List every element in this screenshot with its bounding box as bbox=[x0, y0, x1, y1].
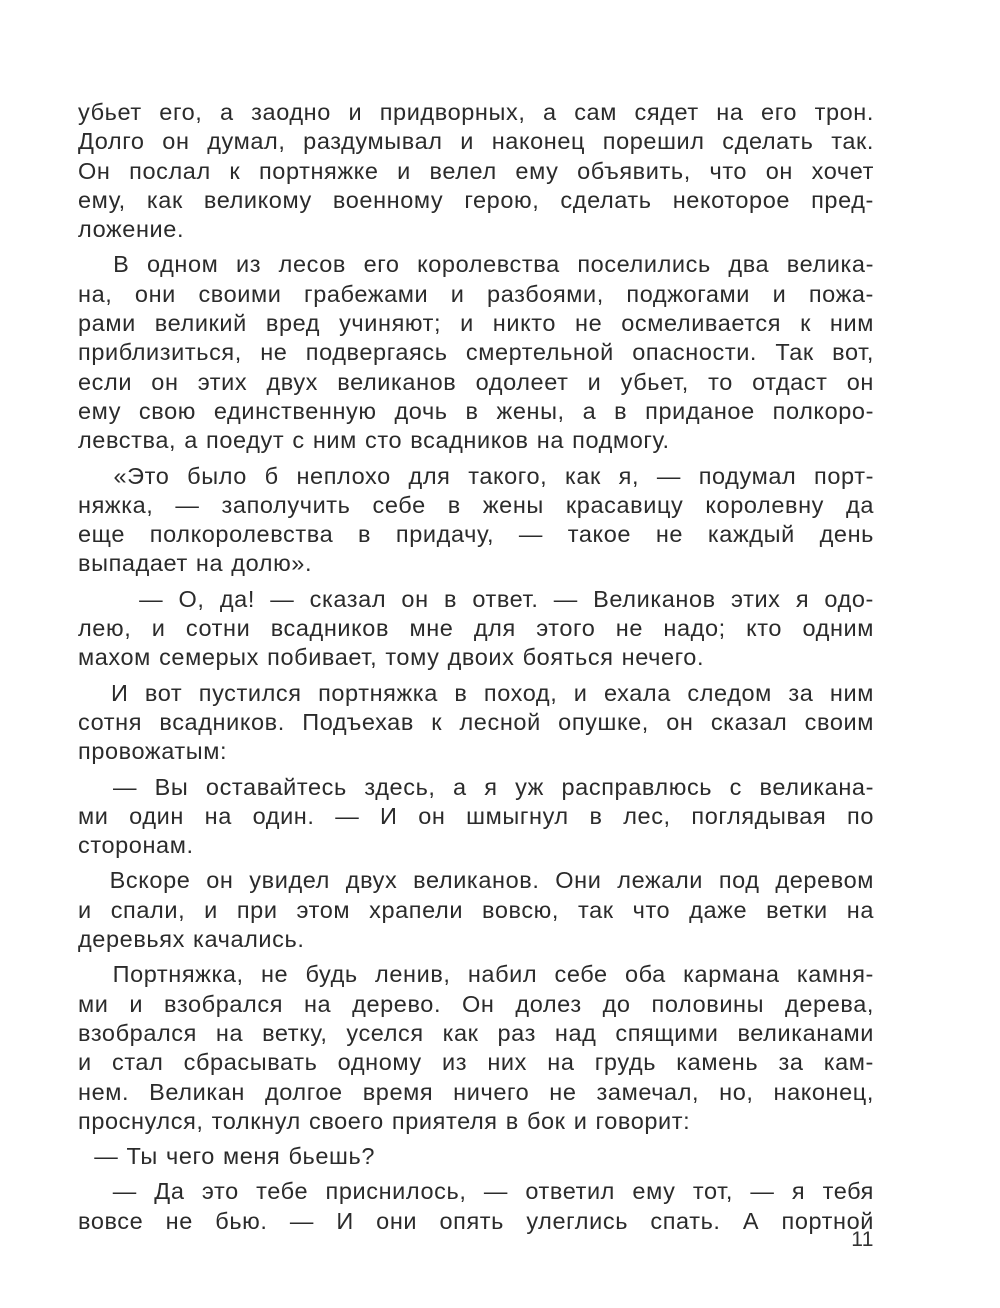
page-number: 11 bbox=[851, 1228, 874, 1251]
text-line: Он послал к портняжке и велел ему объявить, что он хочет bbox=[78, 157, 874, 184]
text-line: — Ты чего меня бьешь? bbox=[78, 1143, 375, 1170]
text-line: ми один на один. — И он шмыгнул в лес, поглядывая по bbox=[78, 802, 874, 829]
text-line: вовсе не бью. — И они опять улеглись спать. А портной bbox=[78, 1207, 874, 1234]
text-line: лею, и сотни всадников мне для этого не надо; кто одним bbox=[78, 615, 874, 642]
text-line: И вот пустился портняжка в поход, и ехала следом за ним bbox=[78, 679, 874, 706]
text-line: Долго он думал, раздумывал и наконец порешил сделать так. bbox=[78, 128, 874, 155]
text-line: — О, да! — сказал он в ответ. — Великанов этих я одо- bbox=[78, 585, 874, 612]
text-line: приблизиться, не подвергаясь смертельной опасности. Так вот, bbox=[78, 339, 874, 366]
text-line: деревьях качались. bbox=[78, 926, 305, 953]
text-line: няжка, — заполучить себе в жены красавицу королевну да bbox=[78, 491, 874, 518]
text-line: и спали, и при этом храпели вовсю, так что даже ветки на bbox=[78, 896, 874, 923]
text-line: если он этих двух великанов одолеет и убьет, то отдаст он bbox=[78, 368, 874, 395]
paragraph bbox=[78, 960, 874, 1136]
text-line: В одном из лесов его королевства поселились два велика- bbox=[78, 251, 874, 278]
text-line: — Да это тебе приснилось, — ответил ему тот, — я тебя bbox=[78, 1178, 874, 1205]
text-line: убьет его, а заодно и придворных, а сам сядет на его трон. bbox=[78, 99, 874, 125]
text-line: «Это было б неплохо для такого, как я, — подумал порт- bbox=[78, 462, 874, 489]
paragraph bbox=[78, 866, 874, 954]
text-line: на, они своими грабежами и разбоями, поджогами и пожа- bbox=[78, 280, 874, 307]
paragraph bbox=[78, 250, 874, 455]
paragraph bbox=[78, 679, 874, 767]
text-line: махом семерых побивает, тому двоих бояться нечего. bbox=[78, 644, 705, 671]
body-text bbox=[78, 98, 874, 1236]
text-line: ложение. bbox=[78, 216, 185, 243]
paragraph bbox=[78, 585, 874, 673]
paragraph bbox=[78, 98, 874, 244]
text-line: левства, а поедут с ним сто всадников на подмогу. bbox=[78, 427, 670, 454]
text-line: Портняжка, не будь ленив, набил себе оба кармана камня- bbox=[78, 961, 874, 988]
text-line: рами великий вред учиняют; и никто не осмеливается к ним bbox=[78, 310, 874, 337]
text-line: нем. Великан долгое время ничего не замечал, но, наконец, bbox=[78, 1078, 874, 1105]
text-line: Вскоре он увидел двух великанов. Они лежали под деревом bbox=[78, 867, 874, 894]
text-line: выпадает на долю». bbox=[78, 550, 313, 577]
text-line: проснулся, толкнул своего приятеля в бок и говорит: bbox=[78, 1107, 691, 1134]
text-line: ему, как великому военному герою, сделать некоторое пред- bbox=[78, 186, 874, 213]
paragraph bbox=[78, 1177, 874, 1236]
text-line: сторонам. bbox=[78, 832, 194, 859]
text-line: провожатым: bbox=[78, 738, 228, 765]
text-line: сотня всадников. Подъехав к лесной опушке, он сказал своим bbox=[78, 708, 874, 735]
text-line: взобрался на ветку, уселся как раз над спящими великанами bbox=[78, 1019, 874, 1046]
text-line: еще полкоролевства в придачу, — такое не каждый день bbox=[78, 521, 874, 548]
text-line: и стал сбрасывать одному из них на грудь камень за кам- bbox=[78, 1049, 874, 1076]
paragraph bbox=[78, 462, 874, 579]
text-line: ему свою единственную дочь в жены, а в приданое полкоро- bbox=[78, 397, 874, 424]
text-line: — Вы оставайтесь здесь, а я уж расправлюсь с великана- bbox=[78, 773, 874, 800]
text-line: ми и взобрался на дерево. Он долез до половины дерева, bbox=[78, 990, 874, 1017]
paragraph bbox=[78, 773, 874, 861]
paragraph bbox=[78, 1142, 874, 1171]
